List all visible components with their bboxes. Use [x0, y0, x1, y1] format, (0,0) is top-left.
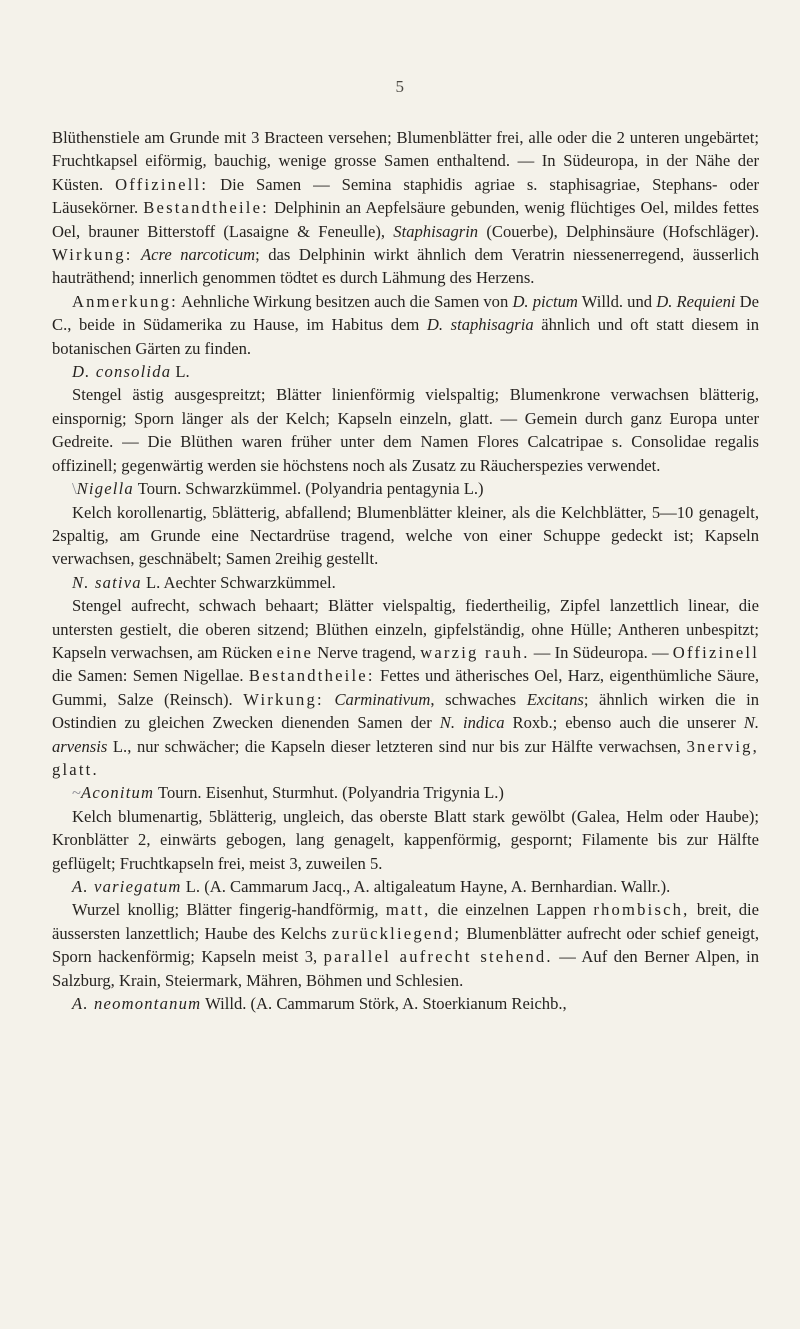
text-run: Kelch blumenartig, 5blätterig, ungleich, das oberste Blatt stark gewölbt (Galea, Helm oder Haube); Kronblätter 2, einwärts gebogen, lang genagelt, kappenförmig, gespornt; Filamente bis zur Hälfte geflügelt; Fruchtkapseln frei, meist 3, zuweilen 5.: [52, 806, 759, 873]
species-heading-consolida: [52, 360, 759, 383]
spaced-heading-bestandtheile: Bestandtheile:: [248, 666, 375, 686]
text-run: [324, 690, 335, 709]
spaced-text: parallel aufrecht stehend.: [323, 947, 553, 967]
italic-term: N. indica: [439, 713, 505, 733]
spaced-heading-offizinell: Offizinell:: [115, 174, 209, 194]
species-heading-sativa: [52, 571, 759, 594]
italic-term: Acre narcoticum: [141, 245, 256, 265]
margin-mark: ~: [72, 783, 81, 803]
text-run: Roxb.; ebenso auch die unserer: [504, 713, 744, 733]
paragraph-nigella-description: [52, 501, 759, 571]
species-heading-variegatum: [52, 875, 759, 898]
italic-term: Staphisagrin: [393, 221, 479, 241]
body-text: [52, 126, 759, 1015]
italic-term: D. pictum: [512, 291, 578, 311]
text-run: Tourn. Schwarzkümmel. (Polyandria pentagynia L.): [133, 479, 484, 499]
text-run: [133, 245, 141, 264]
species-name: N. sativa: [72, 572, 142, 592]
text-run: L. (A. Cammarum Jacq., A. altigaleatum Hayne, A. Bernhardian. Wallr.).: [181, 877, 671, 896]
text-run: Die Samen — Semina staphidis agriae s. staphisagriae, Stephans- oder Läusekörner.: [52, 174, 760, 218]
paragraph-staphisagria-description: [52, 126, 759, 290]
spaced-heading-wirkung: Wirkung:: [52, 245, 133, 265]
italic-term: N. arvensis: [52, 713, 759, 756]
genus-name: Aconitum: [80, 783, 155, 803]
text-run: Willd. (A. Cammarum Störk, A. Stoerkianum Reichb.,: [201, 994, 567, 1014]
spaced-heading-anmerkung: Anmerkung:: [72, 291, 178, 311]
spaced-text: rhombisch,: [593, 900, 690, 920]
text-run: Stengel aufrecht, schwach behaart; Blätter vielspaltig, fiedertheilig, Zipfel lanzettlich linear, die untersten gestielt, die oberen sitzend; Blüthen einzeln, gipfelständig, ohne Hülle; Antheren unbespitzt; Kapseln verwachsen, am Rücken: [52, 596, 759, 662]
text-run: Tourn. Eisenhut, Sturmhut. (Polyandria Trigynia L.): [154, 783, 504, 803]
text-run: (Couerbe), Delphinsäure (Hofschläger).: [478, 221, 760, 241]
text-run: Kelch korollenartig, 5blätterig, abfallend; Blumenblätter kleiner, als die Kelchblätter, 5—10 genagelt, 2spaltig, am Grunde eine Nectardrüse tragend, welche von einer Schuppe gedeckt ist; Kapseln verwachsen, geschnäbelt; Samen 2reihig gestellt.: [52, 502, 759, 569]
text-run: ; ähnlich wirken die in Ostindien zu gleichen Zwecken dienenden Samen der: [52, 689, 759, 733]
genus-name: Nigella: [76, 479, 134, 499]
text-run: — In Südeuropa. —: [529, 642, 673, 662]
spaced-heading-wirkung: Wirkung:: [243, 689, 324, 709]
paragraph-consolida-description: [52, 383, 759, 477]
margin-mark: \: [72, 479, 77, 499]
paragraph-sativa-description: [52, 594, 759, 781]
text-run: L. Aechter Schwarzkümmel.: [141, 572, 336, 592]
genus-heading-nigella: [52, 477, 759, 500]
spaced-text: warzig rauh.: [420, 642, 530, 662]
text-run: Stengel ästig ausgespreitzt; Blätter linienförmig vielspaltig; Blumenkrone verwachsen blätterig, einspornig; Sporn länger als der Kelch; Kapseln einzeln, glatt. — Gemein durch ganz Europa unter Gedreite. — Die Blüthen waren früher unter dem Namen Flores Calcatripae s. Consolidae regalis offizinell; gegenwärtig werden sie höchstens noch als Zusatz zu Räucherspezies verwendet.: [52, 385, 759, 475]
italic-term: D. Requieni: [656, 291, 736, 311]
paragraph-anmerkung: [52, 290, 759, 360]
text-run: L., nur schwächer; die Kapseln dieser letzteren sind nur bis zur Hälfte verwachsen,: [107, 736, 687, 756]
spaced-text: 3nervig, glatt.: [52, 736, 759, 779]
italic-term: Carminativum: [334, 689, 431, 709]
text-run: Fettes und ätherisches Oel, Harz, eigenthümliche Säure, Gummi, Salze (Reinsch).: [52, 666, 759, 709]
text-run: ; das Delphinin wirkt ähnlich dem Veratrin niessenerregend, äusserlich hauträthend; innerlich genommen tödtet es durch Lähmung des Herzens.: [52, 245, 759, 288]
text-run: Nerve tragend,: [313, 642, 421, 662]
text-run: die Samen: Semen Nigellae.: [52, 666, 249, 686]
spaced-heading-bestandtheile: Bestandtheile:: [143, 198, 269, 218]
species-author: L.: [171, 362, 190, 382]
text-run: breit, die äussersten lanzettlich; Haube des Kelchs: [52, 900, 759, 943]
text-run: ähnlich und oft statt diesem in botanischen Gärten zu finden.: [52, 315, 760, 358]
paragraph-variegatum-description: [52, 898, 759, 992]
text-run: De C., beide in Südamerika zu Hause, im Habitus dem: [52, 291, 759, 335]
spaced-text: eine: [276, 642, 314, 662]
text-run: Willd. und: [577, 291, 657, 311]
spaced-heading-offizinell: Offizinell: [672, 642, 760, 662]
species-name: D. consolida: [72, 362, 172, 382]
genus-heading-aconitum: [52, 781, 759, 804]
species-name: A. variegatum: [72, 877, 182, 896]
text-run: Blüthenstiele am Grunde mit 3 Bracteen versehen; Blumenblätter frei, alle oder die 2 unteren ungebärtet; Fruchtkapsel eiförmig, bauchig, wenige grosse Samen enthaltend. — In Südeuropa, in der Nähe der Küsten.: [52, 128, 759, 194]
paragraph-aconitum-description: [52, 805, 759, 875]
text-run: die einzelnen Lappen: [430, 900, 594, 920]
spaced-text: matt,: [385, 900, 431, 920]
text-run: Delphinin an Aepfelsäure gebunden, wenig flüchtiges Oel, mildes fettes Oel, brauner Bitterstoff (Lasaigne & Feneulle),: [52, 198, 759, 241]
italic-term: Excitans: [526, 689, 584, 709]
species-name: A. neomontanum: [72, 994, 202, 1014]
italic-term: D. staphisagria: [426, 315, 534, 335]
page-number: 5: [395, 77, 405, 96]
text-run: — Auf den Berner Alpen, in Salzburg, Krain, Steiermark, Mähren, Böhmen und Schlesien.: [52, 947, 759, 990]
text-run: Aehnliche Wirkung besitzen auch die Samen von: [177, 291, 513, 311]
spaced-text: zurückliegend;: [331, 923, 462, 943]
text-run: Blumenblätter aufrecht oder schief geneigt, Sporn hackenförmig; Kapseln meist 3,: [52, 923, 759, 967]
text-run: , schwaches: [430, 689, 527, 709]
species-heading-neomontanum: [52, 992, 759, 1015]
text-run: Wurzel knollig; Blätter fingerig-handförmig,: [72, 900, 386, 920]
